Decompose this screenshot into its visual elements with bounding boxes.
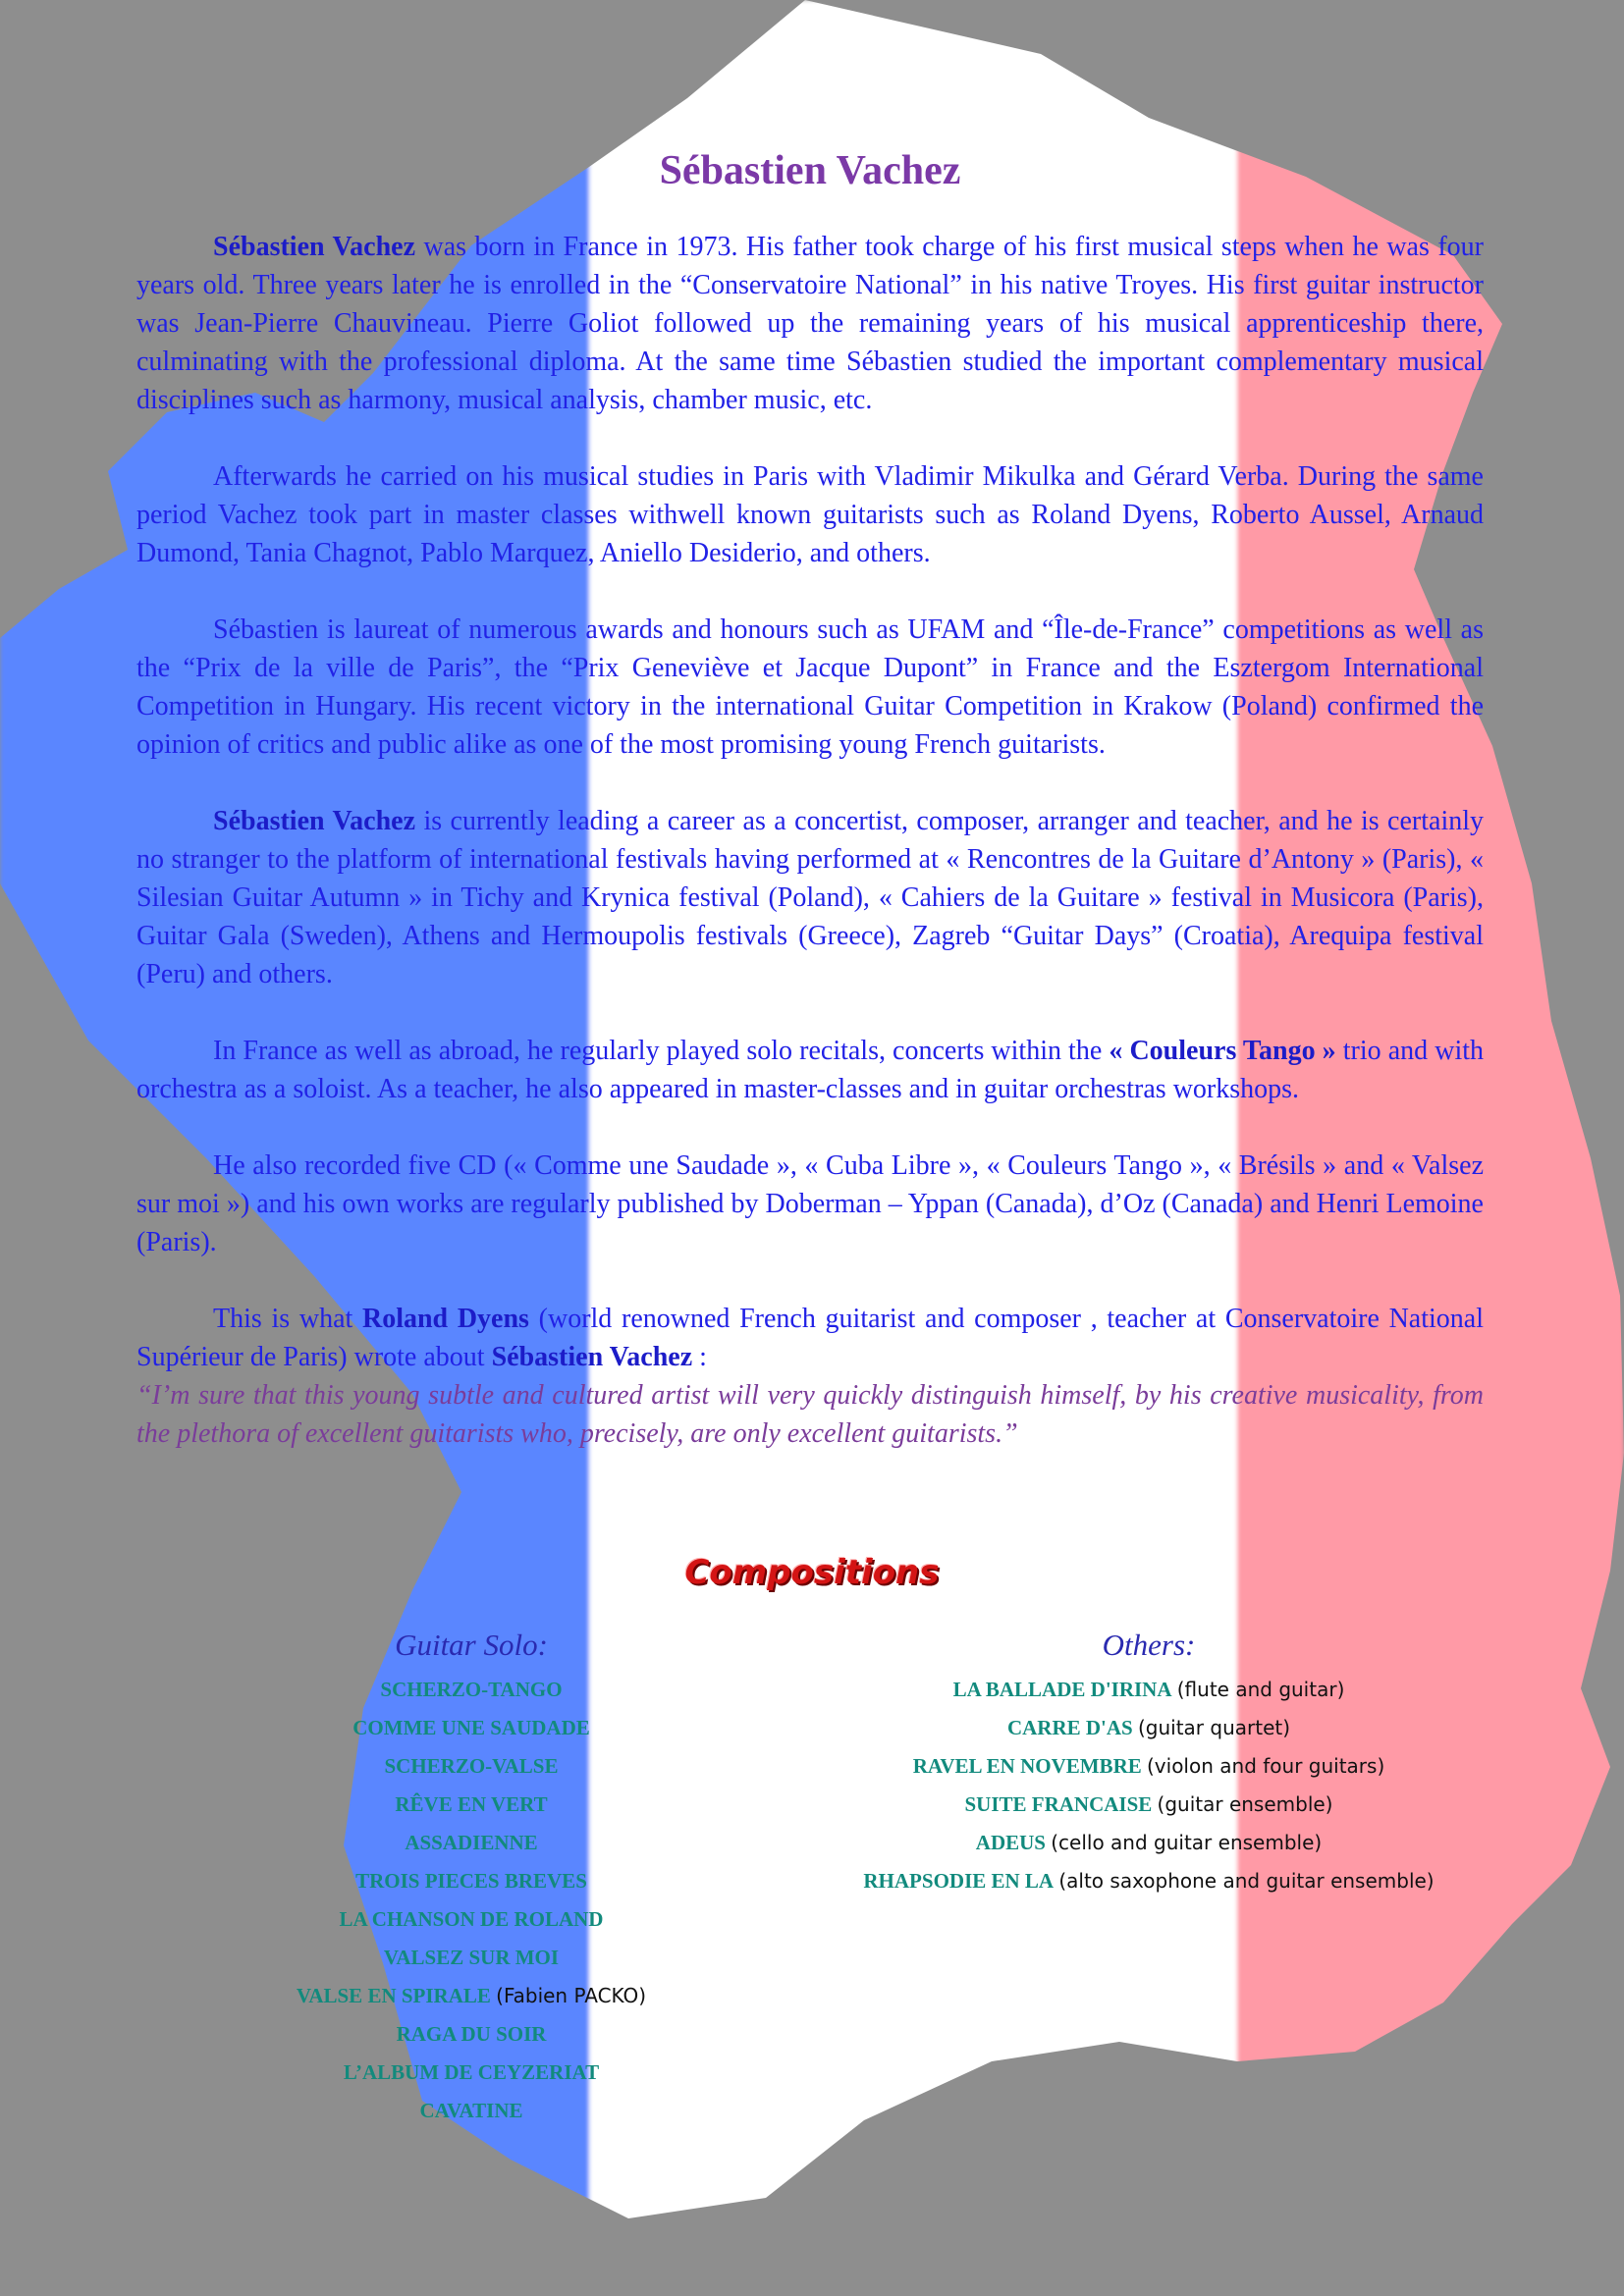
paragraph-text: : <box>692 1342 707 1372</box>
composition-item <box>805 1747 1492 1786</box>
composition-item <box>226 1747 717 1786</box>
composition-item <box>226 1786 717 1824</box>
bio-paragraph-4 <box>136 802 1484 993</box>
testimonial-quote: “I’m sure that this young subtle and cultured artist will very quickly distinguish himself, by his creative musicality, from the plethora of excellent guitarists who, precisely, are only excellent guitarists.” <box>136 1380 1484 1449</box>
composition-item <box>805 1862 1492 1900</box>
composition-title: LA BALLADE D'IRINA <box>952 1678 1172 1701</box>
composition-instrumentation: (alto saxophone and guitar ensemble) <box>1058 1869 1435 1893</box>
composition-item <box>805 1786 1492 1824</box>
bio-paragraph-2: Afterwards he carried on his musical studies in Paris with Vladimir Mikulka and Gérard Verba. During the same period Vachez took part in master classes withwell known guitarists such as Roland Dyens, Roberto Aussel, Arnaud Dumond, Tania Chagnot, Pablo Marquez, Aniello Desiderio, and others. <box>136 461 1484 568</box>
paragraph-text: This is what <box>213 1304 362 1334</box>
composition-instrumentation: (violon and four guitars) <box>1147 1754 1385 1778</box>
composition-item <box>226 1671 717 1709</box>
composition-instrumentation: (cello and guitar ensemble) <box>1051 1831 1323 1854</box>
composition-item <box>805 1709 1492 1747</box>
artist-name-bold: Sébastien Vachez <box>213 806 416 836</box>
bio-paragraph-3: Sébastien is laureat of numerous awards and honours such as UFAM and “Île-de-France” competitions as well as the “Prix de la ville de Paris”, the “Prix Geneviève et Jacque Dupont” in France and the Esztergom International Competition in Hungary. His recent victory in the international Guitar Competition in Krakow (Poland) confirmed the opinion of critics and public alike as one of the most promising young French guitarists. <box>136 614 1484 760</box>
composition-item <box>226 2015 717 2054</box>
guitar-solo-list <box>226 1671 717 2130</box>
paragraph-text: (world renowned French guitarist and composer , teacher at Conservatoire National Supérieur de Paris) wrote about <box>136 1304 1484 1372</box>
composition-instrumentation: (guitar quartet) <box>1137 1716 1291 1739</box>
composition-item <box>226 2054 717 2092</box>
composition-item <box>226 1939 717 1977</box>
artist-name-bold: Sébastien Vachez <box>491 1342 693 1372</box>
composition-title: CARRE D'AS <box>1006 1716 1133 1739</box>
others-list <box>805 1671 1492 1900</box>
composition-instrumentation: (flute and guitar) <box>1176 1678 1345 1701</box>
composition-title: VALSE EN SPIRALE <box>296 1984 491 2007</box>
composition-title: RAGA DU SOIR <box>396 2022 547 2046</box>
guitar-solo-heading: Guitar Solo: <box>395 1628 548 1662</box>
composition-item <box>226 1862 717 1900</box>
artist-name-bold: Sébastien Vachez <box>213 232 416 262</box>
composition-title: CAVATINE <box>419 2099 523 2122</box>
guitar-solo-column <box>226 1626 717 2130</box>
bio-paragraph-6: He also recorded five CD (« Comme une Saudade », « Cuba Libre », « Couleurs Tango », « Brésils » and « Valsez sur moi ») and his own works are regularly published by Doberman – Yppan (Canada), d’Oz (Canada) and Henri Lemoine (Paris). <box>136 1150 1484 1257</box>
composition-title: LA CHANSON DE ROLAND <box>339 1907 604 1931</box>
compositions-heading: Compositions <box>684 1553 940 1592</box>
testimonial-intro <box>136 1300 1484 1376</box>
page-title: Sébastien Vachez <box>659 148 961 193</box>
composition-title: RHAPSODIE EN LA <box>863 1869 1055 1893</box>
composition-title: SCHERZO-TANGO <box>380 1678 563 1701</box>
composition-item <box>805 1824 1492 1862</box>
composition-title: SCHERZO-VALSE <box>384 1754 559 1778</box>
composition-title: COMME UNE SAUDADE <box>352 1716 590 1739</box>
composition-item <box>226 1824 717 1862</box>
others-heading: Others: <box>1102 1628 1196 1662</box>
paragraph-text: was born in France in 1973. His father took charge of his first musical steps when he was four years old. Three years later he is enrolled in the “Conservatoire National” in his native Troyes. His first guitar instructor was Jean-Pierre Chauvineau. Pierre Goliot followed up the remaining years of his musical apprenticeship there, culminating with the professional diploma. At the same time Sébastien studied the important complementary musical disciplines such as harmony, musical analysis, chamber music, etc. <box>136 232 1484 415</box>
composition-item <box>226 1900 717 1939</box>
others-column <box>805 1626 1492 1900</box>
composition-title: RÊVE EN VERT <box>395 1792 548 1816</box>
paragraph-text: trio and with orchestra as a soloist. As a teacher, he also appeared in master-classes and in guitar orchestras workshops. <box>136 1036 1485 1104</box>
paragraph-text: is currently leading a career as a concertist, composer, arranger and teacher, and he is certainly no stranger to the platform of international festivals having performed at « Rencontres de la Guitare d’Antony » (Paris), « Silesian Guitar Autumn » in Tichy and Krynica festival (Poland), « Cahiers de la Guitare » festival in Musicora (Paris), Guitar Gala (Sweden), Athens and Hermoupolis festivals (Greece), Zagreb “Guitar Days” (Croatia), Arequipa festival (Peru) and others. <box>136 806 1485 989</box>
bio-paragraph-5 <box>136 1032 1484 1108</box>
composition-title: RAVEL EN NOVEMBRE <box>912 1754 1142 1778</box>
paragraph-text: In France as well as abroad, he regularly played solo recitals, concerts within the <box>213 1036 1110 1066</box>
composition-title: ASSADIENNE <box>405 1831 538 1854</box>
composition-title: L’ALBUM DE CEYZERIAT <box>343 2060 600 2084</box>
composition-item <box>226 2092 717 2130</box>
composition-instrumentation: (guitar ensemble) <box>1157 1792 1333 1816</box>
biography-content <box>136 147 1484 1453</box>
bio-paragraph-1 <box>136 228 1484 419</box>
composition-item <box>226 1709 717 1747</box>
composition-item <box>805 1671 1492 1709</box>
trio-name-bold: « Couleurs Tango » <box>1109 1036 1336 1066</box>
composition-title: VALSEZ SUR MOI <box>383 1946 560 1969</box>
composition-instrumentation: (Fabien PACKO) <box>496 1984 647 2007</box>
roland-dyens-bold: Roland Dyens <box>361 1304 529 1334</box>
composition-title: TROIS PIECES BREVES <box>355 1869 587 1893</box>
composition-item <box>226 1977 717 2015</box>
composition-title: SUITE FRANCAISE <box>964 1792 1153 1816</box>
composition-title: ADEUS <box>975 1831 1046 1854</box>
